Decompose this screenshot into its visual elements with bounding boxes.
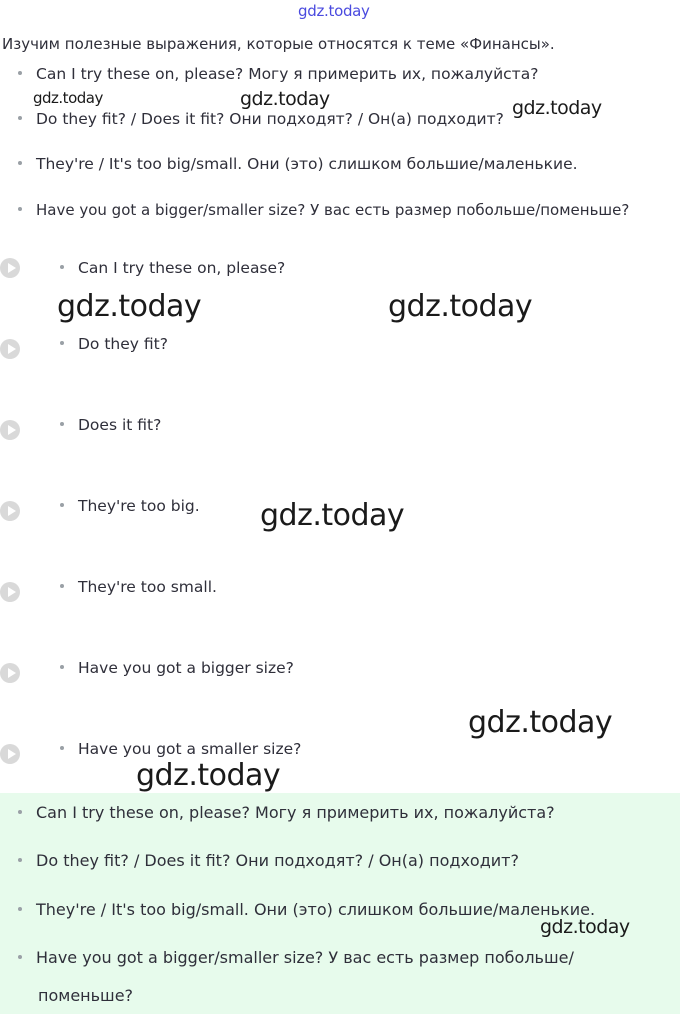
list-item — [18, 851, 519, 870]
answer-text: Have you got a bigger/smaller size? У вас есть размер побольше/ — [36, 948, 574, 967]
watermark: gdz.today — [57, 289, 202, 324]
answer-text: Do they fit? / Does it fit? Они подходят? / Он(а) подходит? — [36, 851, 519, 870]
audio-row — [0, 578, 680, 608]
answer-text: Can I try these on, please? Могу я примерить их, пожалуйста? — [36, 803, 555, 822]
bullet-icon — [18, 810, 22, 814]
bullet-icon — [18, 955, 22, 959]
audio-row — [0, 416, 680, 446]
play-icon[interactable] — [0, 420, 20, 440]
audio-row — [0, 740, 680, 770]
list-item — [18, 65, 538, 83]
bullet-icon — [18, 161, 22, 165]
phrase-text: Have you got a bigger/smaller size? У вас есть размер побольше/поменьше? — [36, 201, 630, 219]
play-icon[interactable] — [0, 339, 20, 359]
phrase-text: Do they fit? / Does it fit? Они подходят? / Он(а) подходит? — [36, 110, 504, 128]
audio-phrase-text: Have you got a bigger size? — [78, 659, 294, 677]
audio-phrase — [60, 740, 301, 758]
list-item — [18, 201, 629, 219]
list-item — [18, 948, 574, 967]
watermark: gdz.today — [33, 89, 103, 107]
list-item — [18, 803, 555, 822]
audio-row — [0, 497, 680, 527]
bullet-icon — [18, 116, 22, 120]
audio-row — [0, 335, 680, 365]
bullet-icon — [60, 503, 64, 507]
audio-phrase — [60, 578, 217, 596]
play-icon[interactable] — [0, 663, 20, 683]
audio-phrase-text: Can I try these on, please? — [78, 259, 286, 277]
bullet-icon — [60, 584, 64, 588]
bullet-icon — [60, 422, 64, 426]
phrase-text: They're / It's too big/small. Они (это) слишком большие/маленькие. — [36, 155, 578, 173]
audio-row — [0, 659, 680, 689]
bullet-icon — [60, 341, 64, 345]
audio-phrase — [60, 335, 168, 353]
answer-continuation: поменьше? — [38, 986, 134, 1005]
list-item — [18, 110, 504, 128]
watermark: gdz.today — [388, 289, 533, 324]
list-item — [18, 155, 578, 173]
list-item — [18, 900, 595, 919]
answer-text: They're / It's too big/small. Они (это) слишком большие/маленькие. — [36, 900, 596, 919]
play-icon[interactable] — [0, 501, 20, 521]
watermark: gdz.today — [136, 758, 281, 793]
audio-phrase-text: Does it fit? — [78, 416, 162, 434]
bullet-icon — [60, 746, 64, 750]
audio-phrase — [60, 497, 200, 515]
intro-text: Изучим полезные выражения, которые относятся к теме «Финансы». — [2, 35, 555, 53]
answer-box — [0, 793, 680, 1014]
bullet-icon — [18, 858, 22, 862]
audio-phrase-text: Do they fit? — [78, 335, 168, 353]
phrase-text: Can I try these on, please? Могу я примерить их, пожалуйста? — [36, 65, 539, 83]
audio-row — [0, 254, 680, 284]
play-icon[interactable] — [0, 582, 20, 602]
bullet-icon — [18, 907, 22, 911]
watermark: gdz.today — [240, 88, 330, 110]
watermark: gdz.today — [540, 916, 630, 938]
audio-phrase — [60, 259, 285, 277]
watermark: gdz.today — [512, 97, 602, 119]
bullet-icon — [18, 71, 22, 75]
bullet-icon — [60, 665, 64, 669]
site-logo[interactable]: gdz.today — [298, 2, 370, 20]
play-icon[interactable] — [0, 258, 20, 278]
play-icon[interactable] — [0, 744, 20, 764]
audio-phrase — [60, 416, 161, 434]
audio-phrase-text: They're too big. — [78, 497, 200, 515]
audio-phrase-text: They're too small. — [78, 578, 217, 596]
audio-phrase — [60, 659, 294, 677]
audio-phrase-text: Have you got a smaller size? — [78, 740, 302, 758]
bullet-icon — [18, 207, 22, 211]
watermark: gdz.today — [468, 705, 613, 740]
bullet-icon — [60, 265, 64, 269]
watermark: gdz.today — [260, 498, 405, 533]
